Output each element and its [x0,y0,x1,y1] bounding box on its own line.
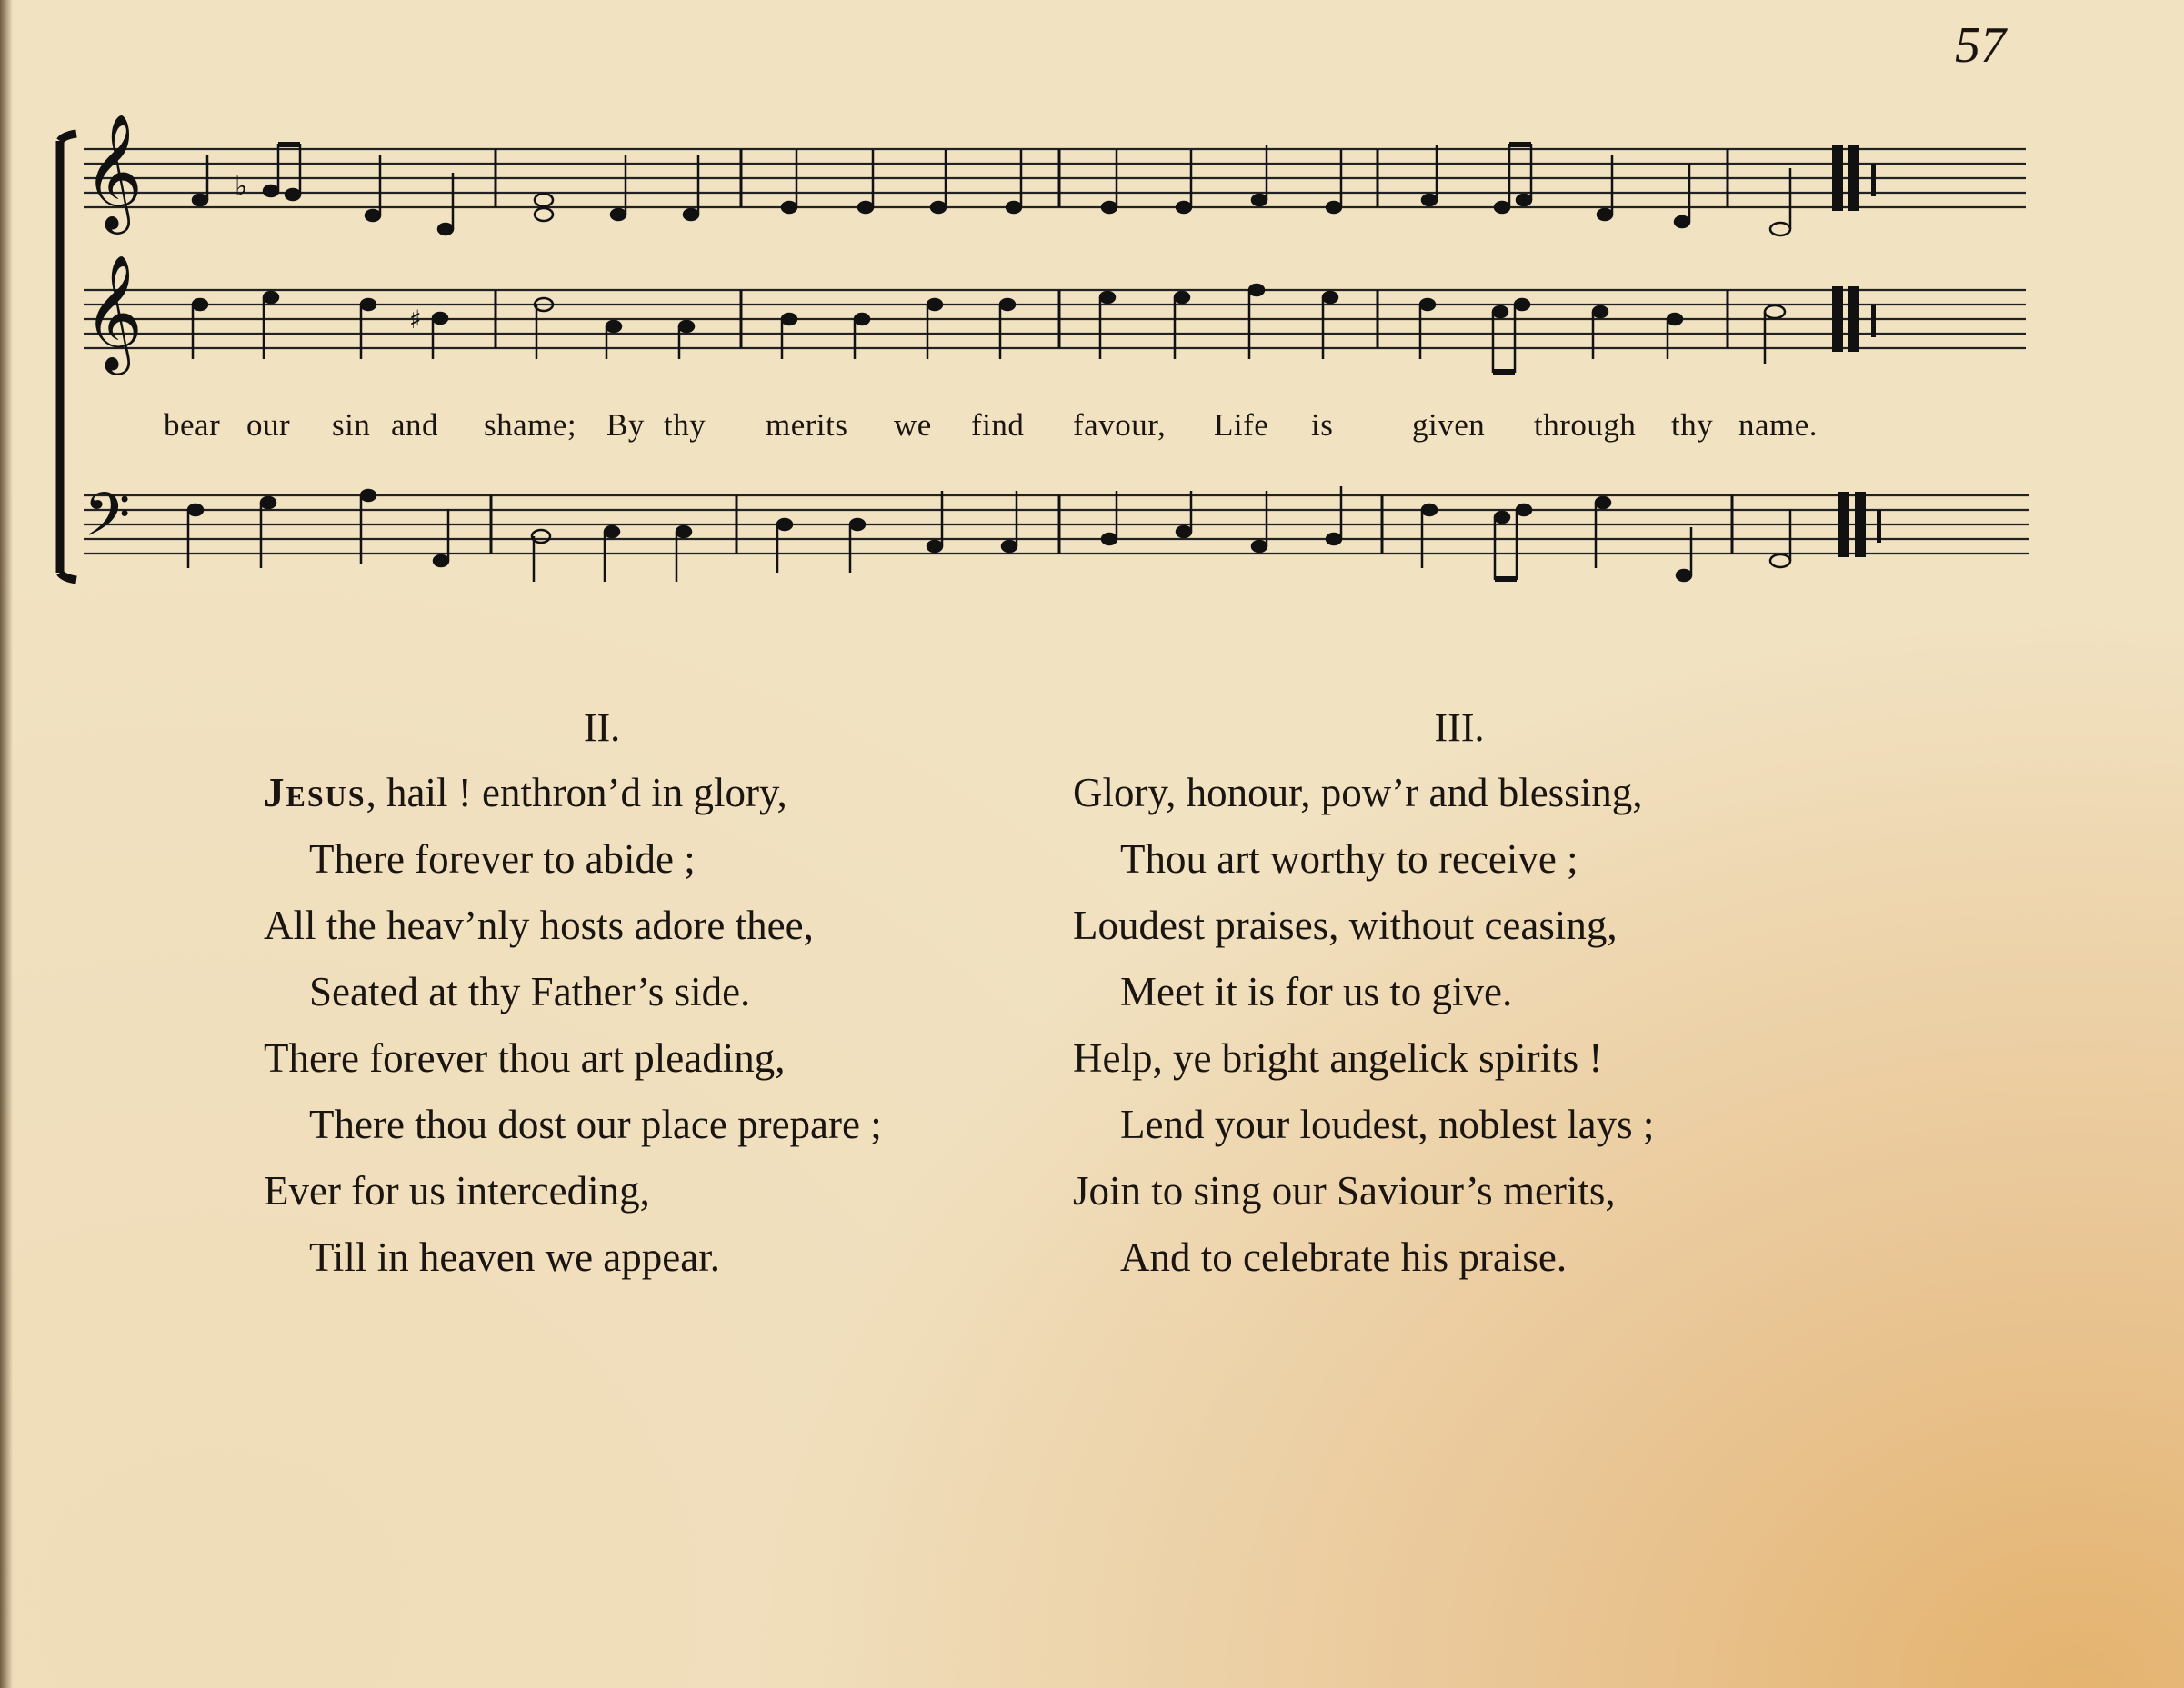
lyric-word: favour, [1073,407,1167,443]
svg-text:♯: ♯ [409,305,422,335]
verse-line: All the heav’nly hosts adore thee, [264,903,814,948]
lyric-word: we [894,407,932,443]
lyric-word: given [1412,407,1486,443]
staff-treble-1 [84,149,2026,207]
verse-line: Thou art worthy to receive ; [1120,836,1578,882]
notes-bass [188,486,1790,582]
lyric-word: is [1311,407,1334,443]
verse-line: Help, ye bright angelick spirits ! [1073,1035,1603,1081]
lyric-word: sin [332,407,371,443]
verse-line: Lend your loudest, noblest lays ; [1120,1102,1655,1147]
verse-heading: III. [1434,705,1485,750]
lyric-word: bear [164,407,221,443]
lyric-word: merits [766,407,848,443]
music-score [0,0,2184,618]
lyric-word: By [606,407,645,443]
verse-first-word: Jesus [264,770,366,815]
treble-clef-icon: 𝄞 [84,254,144,370]
verse-line: There thou dost our place prepare ; [309,1102,882,1147]
verse-line: Join to sing our Saviour’s merits, [1073,1168,1616,1214]
system-bracket [60,134,76,580]
lyric-word: find [971,407,1025,443]
page-number: 57 [1955,17,2006,74]
lyric-word: thy [1671,407,1714,443]
staff-bass [84,495,2029,554]
verse-line: And to celebrate his praise. [1120,1234,1568,1280]
lyric-word: Life [1214,407,1269,443]
notes-treble-1 [193,142,1790,235]
verse-line: Meet it is for us to give. [1120,969,1513,1014]
bass-clef-icon: 𝄢 [84,480,131,564]
verse-line: There forever to abide ; [309,836,696,882]
verse-heading: II. [583,705,621,750]
verse-line: Till in heaven we appear. [309,1234,720,1280]
verse-line: Loudest praises, without ceasing, [1073,903,1618,948]
lyric-word: through [1534,407,1637,443]
verse-line: Ever for us interceding, [264,1168,650,1214]
lyric-word: thy [664,407,706,443]
verse-line [264,770,787,815]
lyric-word: and [391,407,439,443]
verse-line-text: , hail ! enthron’d in glory, [366,770,787,815]
lyric-word: name. [1738,407,1818,443]
lyric-word: our [246,407,291,443]
verse-line: There forever thou art pleading, [264,1035,786,1081]
notes-treble-2 [193,285,1785,375]
lyric-word: shame; [484,407,577,443]
treble-clef-icon: 𝄞 [84,113,144,229]
verse-line: Seated at thy Father’s side. [309,969,751,1014]
svg-text:♭: ♭ [235,171,248,203]
verse-line: Glory, honour, pow’r and blessing, [1073,770,1643,815]
staff-treble-2 [84,290,2026,348]
